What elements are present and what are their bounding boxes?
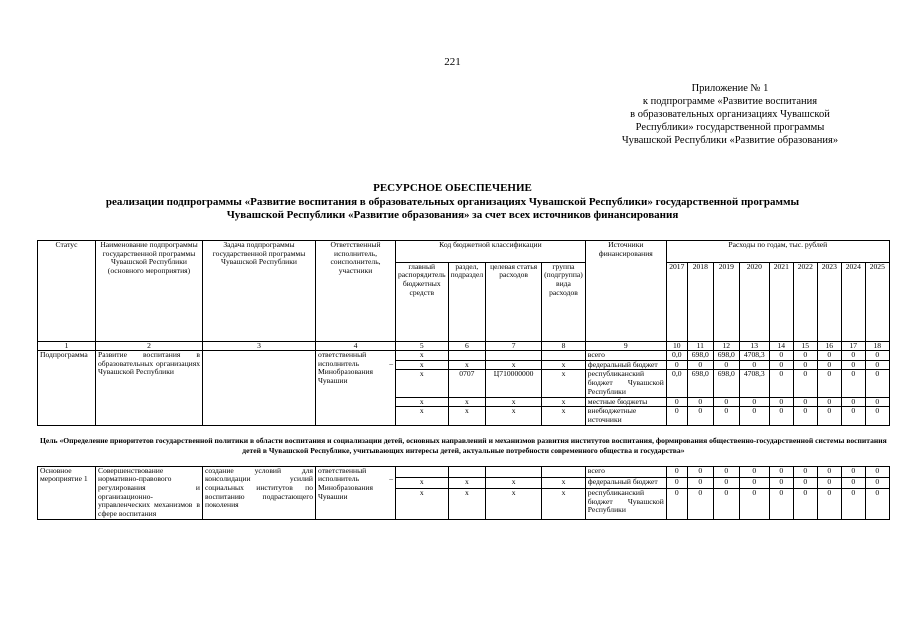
group-code-cell: x: [542, 407, 586, 425]
target-code-cell: x: [486, 488, 542, 519]
column-number: 13: [739, 342, 769, 351]
header-sources: Источники финансирования: [585, 241, 666, 342]
year-value-cell: 0: [817, 351, 841, 361]
group-code-cell: x: [542, 488, 586, 519]
year-value-cell: 0: [865, 477, 889, 488]
year-value-cell: 0: [666, 397, 687, 407]
year-value-cell: 0: [865, 360, 889, 370]
year-value-cell: 0: [865, 397, 889, 407]
header-task: Задача подпрограммы государственной программы Чувашской Республики: [203, 241, 316, 342]
name-cell: Развитие воспитания в образовательных организациях Чувашской Республики: [96, 351, 203, 426]
year-value-cell: 0: [713, 360, 739, 370]
year-value-cell: 0: [739, 407, 769, 425]
column-number: 1: [38, 342, 96, 351]
source-cell: местные бюджеты: [585, 397, 666, 407]
column-number: 5: [396, 342, 449, 351]
title-line: реализации подпрограммы «Развитие воспитания в образовательных организациях Чувашской Республики» государственной программы: [105, 195, 800, 208]
year-value-cell: 0: [841, 351, 865, 361]
year-value-cell: 0: [841, 407, 865, 425]
year-value-cell: 0: [769, 488, 793, 519]
year-value-cell: 0: [817, 370, 841, 397]
year-value-cell: 0: [817, 407, 841, 425]
header-year: 2020: [739, 262, 769, 341]
source-cell: федеральный бюджет: [585, 477, 666, 488]
year-value-cell: 0: [687, 477, 713, 488]
header-year: 2025: [865, 262, 889, 341]
year-value-cell: 698,0: [713, 370, 739, 397]
chief-code-cell: x: [396, 351, 449, 361]
target-code-cell: x: [486, 397, 542, 407]
executor-cell: ответственный исполнитель – Минобразования Чувашии: [316, 466, 396, 519]
year-value-cell: 0: [687, 407, 713, 425]
year-value-cell: 0: [713, 466, 739, 477]
column-number: 11: [687, 342, 713, 351]
target-code-cell: Ц710000000: [486, 370, 542, 397]
appendix-line: Чувашской Республики «Развитие образования»: [621, 135, 839, 146]
chief-code-cell: x: [396, 397, 449, 407]
table-header: [38, 241, 890, 351]
page-number: 221: [444, 56, 461, 68]
target-code-cell: x: [486, 477, 542, 488]
header-year: 2023: [817, 262, 841, 341]
year-value-cell: 698,0: [687, 351, 713, 361]
year-value-cell: 0: [841, 488, 865, 519]
column-number: 9: [585, 342, 666, 351]
chief-code-cell: x: [396, 370, 449, 397]
header-year: 2021: [769, 262, 793, 341]
source-cell: республиканский бюджет Чувашской Республики: [585, 488, 666, 519]
section-code-cell: 0707: [448, 370, 486, 397]
resource-table: [37, 240, 890, 520]
status-cell: Основное мероприятие 1: [38, 466, 96, 519]
year-value-cell: 0: [739, 397, 769, 407]
column-number: 12: [713, 342, 739, 351]
main-activity-block: [38, 466, 890, 519]
header-executor: Ответственный исполнитель, соисполнитель, участники: [316, 241, 396, 342]
chief-code-cell: x: [396, 407, 449, 425]
year-value-cell: 0: [666, 407, 687, 425]
column-number: 16: [817, 342, 841, 351]
section-code-cell: x: [448, 477, 486, 488]
year-value-cell: 0: [793, 466, 817, 477]
column-number: 10: [666, 342, 687, 351]
header-year: 2024: [841, 262, 865, 341]
goal-text: Цель «Определение приоритетов государственной политики в области воспитания и социализации детей, основных направлений и механизмов развития институтов воспитания, формирования общественно-государственной системы воспитания детей в Чувашской Республике, учитывающих интересы детей, актуальные потребности современного общества и государства»: [40, 435, 887, 455]
year-value-cell: 0: [666, 360, 687, 370]
header-chief: главный распорядитель бюджетных средств: [396, 262, 449, 341]
chief-code-cell: x: [396, 488, 449, 519]
year-value-cell: 0: [841, 477, 865, 488]
year-value-cell: 0,0: [666, 351, 687, 361]
year-value-cell: 0: [793, 477, 817, 488]
year-value-cell: 0: [841, 466, 865, 477]
column-number: 2: [96, 342, 203, 351]
section-code-cell: x: [448, 488, 486, 519]
appendix-line: Республики» государственной программы: [635, 122, 825, 133]
year-value-cell: 0: [769, 351, 793, 361]
title-line: Чувашской Республики «Развитие образования» за счет всех источников финансирования: [226, 209, 679, 221]
group-code-cell: [542, 351, 586, 361]
header-name: Наименование подпрограммы государственной программы Чувашской Республики (основного мероприятия): [96, 241, 203, 342]
chief-code-cell: x: [396, 477, 449, 488]
source-cell: внебюджетные источники: [585, 407, 666, 425]
header-budget-code: Код бюджетной классификации: [396, 241, 586, 263]
year-value-cell: 0: [865, 370, 889, 397]
year-value-cell: 0: [769, 477, 793, 488]
year-value-cell: 0: [769, 360, 793, 370]
header-year: 2018: [687, 262, 713, 341]
year-value-cell: 0: [666, 466, 687, 477]
year-value-cell: 0: [865, 351, 889, 361]
year-value-cell: 698,0: [687, 370, 713, 397]
year-value-cell: 0: [793, 351, 817, 361]
header-year: 2017: [666, 262, 687, 341]
section-code-cell: x: [448, 407, 486, 425]
section-code-cell: [448, 466, 486, 477]
header-group: группа (подгруппа) вида расходов: [542, 262, 586, 341]
year-value-cell: 0: [817, 397, 841, 407]
group-code-cell: x: [542, 370, 586, 397]
group-code-cell: x: [542, 477, 586, 488]
header-status: Статус: [38, 241, 96, 342]
title-line: РЕСУРСНОЕ ОБЕСПЕЧЕНИЕ: [373, 182, 532, 194]
task-cell: [203, 351, 316, 426]
year-value-cell: 698,0: [713, 351, 739, 361]
year-value-cell: 0: [865, 407, 889, 425]
column-number: 7: [486, 342, 542, 351]
column-number: 18: [865, 342, 889, 351]
header-target: целевая статья расходов: [486, 262, 542, 341]
appendix-line: Приложение № 1: [691, 83, 769, 94]
year-value-cell: 0: [666, 477, 687, 488]
year-value-cell: 0: [713, 407, 739, 425]
year-value-cell: 0: [769, 397, 793, 407]
finance-row: [38, 466, 890, 477]
header-expenses: Расходы по годам, тыс. рублей: [666, 241, 889, 263]
column-number: 17: [841, 342, 865, 351]
chief-code-cell: x: [396, 360, 449, 370]
year-value-cell: 0: [739, 488, 769, 519]
source-cell: всего: [585, 466, 666, 477]
group-code-cell: x: [542, 397, 586, 407]
section-code-cell: [448, 351, 486, 361]
column-number: 6: [448, 342, 486, 351]
year-value-cell: 0: [739, 477, 769, 488]
year-value-cell: 0: [769, 370, 793, 397]
goal-block: [38, 425, 890, 466]
section-code-cell: x: [448, 360, 486, 370]
name-cell: Совершенствование нормативно-правового регулирования и организационно-управленческих механизмов в сфере воспитания: [96, 466, 203, 519]
year-value-cell: 0: [817, 488, 841, 519]
header-year: 2022: [793, 262, 817, 341]
year-value-cell: 0: [687, 397, 713, 407]
chief-code-cell: [396, 466, 449, 477]
column-number: 3: [203, 342, 316, 351]
appendix-note: [590, 82, 870, 147]
header-section: раздел, подраздел: [448, 262, 486, 341]
year-value-cell: 0: [713, 397, 739, 407]
year-value-cell: 0: [769, 466, 793, 477]
year-value-cell: 0: [793, 488, 817, 519]
year-value-cell: 0: [841, 397, 865, 407]
subprogram-block: [38, 351, 890, 426]
year-value-cell: 0: [841, 370, 865, 397]
year-value-cell: 0: [793, 397, 817, 407]
document-title: [30, 182, 875, 223]
year-value-cell: 0: [865, 488, 889, 519]
target-code-cell: [486, 351, 542, 361]
column-number: 4: [316, 342, 396, 351]
group-code-cell: [542, 466, 586, 477]
year-value-cell: 4708,3: [739, 351, 769, 361]
source-cell: республиканский бюджет Чувашской Республики: [585, 370, 666, 397]
column-number: 14: [769, 342, 793, 351]
year-value-cell: 0: [817, 360, 841, 370]
group-code-cell: x: [542, 360, 586, 370]
executor-cell: ответственный исполнитель – Минобразования Чувашии: [316, 351, 396, 426]
year-value-cell: 0: [769, 407, 793, 425]
year-value-cell: 0: [687, 466, 713, 477]
target-code-cell: x: [486, 360, 542, 370]
year-value-cell: 0: [793, 370, 817, 397]
year-value-cell: 0: [841, 360, 865, 370]
year-value-cell: 0: [666, 488, 687, 519]
year-value-cell: 0: [793, 360, 817, 370]
task-cell: создание условий для консолидации усилий социальных институтов по воспитанию подрастающего поколения: [203, 466, 316, 519]
status-cell: Подпрограмма: [38, 351, 96, 426]
header-year: 2019: [713, 262, 739, 341]
source-cell: всего: [585, 351, 666, 361]
year-value-cell: 0: [865, 466, 889, 477]
section-code-cell: x: [448, 397, 486, 407]
target-code-cell: x: [486, 407, 542, 425]
year-value-cell: 0: [687, 488, 713, 519]
source-cell: федеральный бюджет: [585, 360, 666, 370]
year-value-cell: 0: [687, 360, 713, 370]
year-value-cell: 0: [817, 477, 841, 488]
finance-row: [38, 351, 890, 361]
year-value-cell: 0,0: [666, 370, 687, 397]
year-value-cell: 0: [817, 466, 841, 477]
year-value-cell: 0: [713, 488, 739, 519]
year-value-cell: 0: [793, 407, 817, 425]
year-value-cell: 4708,3: [739, 370, 769, 397]
appendix-line: к подпрограмме «Развитие воспитания: [642, 96, 818, 107]
column-number: 15: [793, 342, 817, 351]
target-code-cell: [486, 466, 542, 477]
year-value-cell: 0: [713, 477, 739, 488]
column-number-row: [38, 342, 890, 351]
appendix-line: в образовательных организациях Чувашской: [630, 109, 830, 120]
year-value-cell: 0: [739, 360, 769, 370]
year-value-cell: 0: [739, 466, 769, 477]
column-number: 8: [542, 342, 586, 351]
